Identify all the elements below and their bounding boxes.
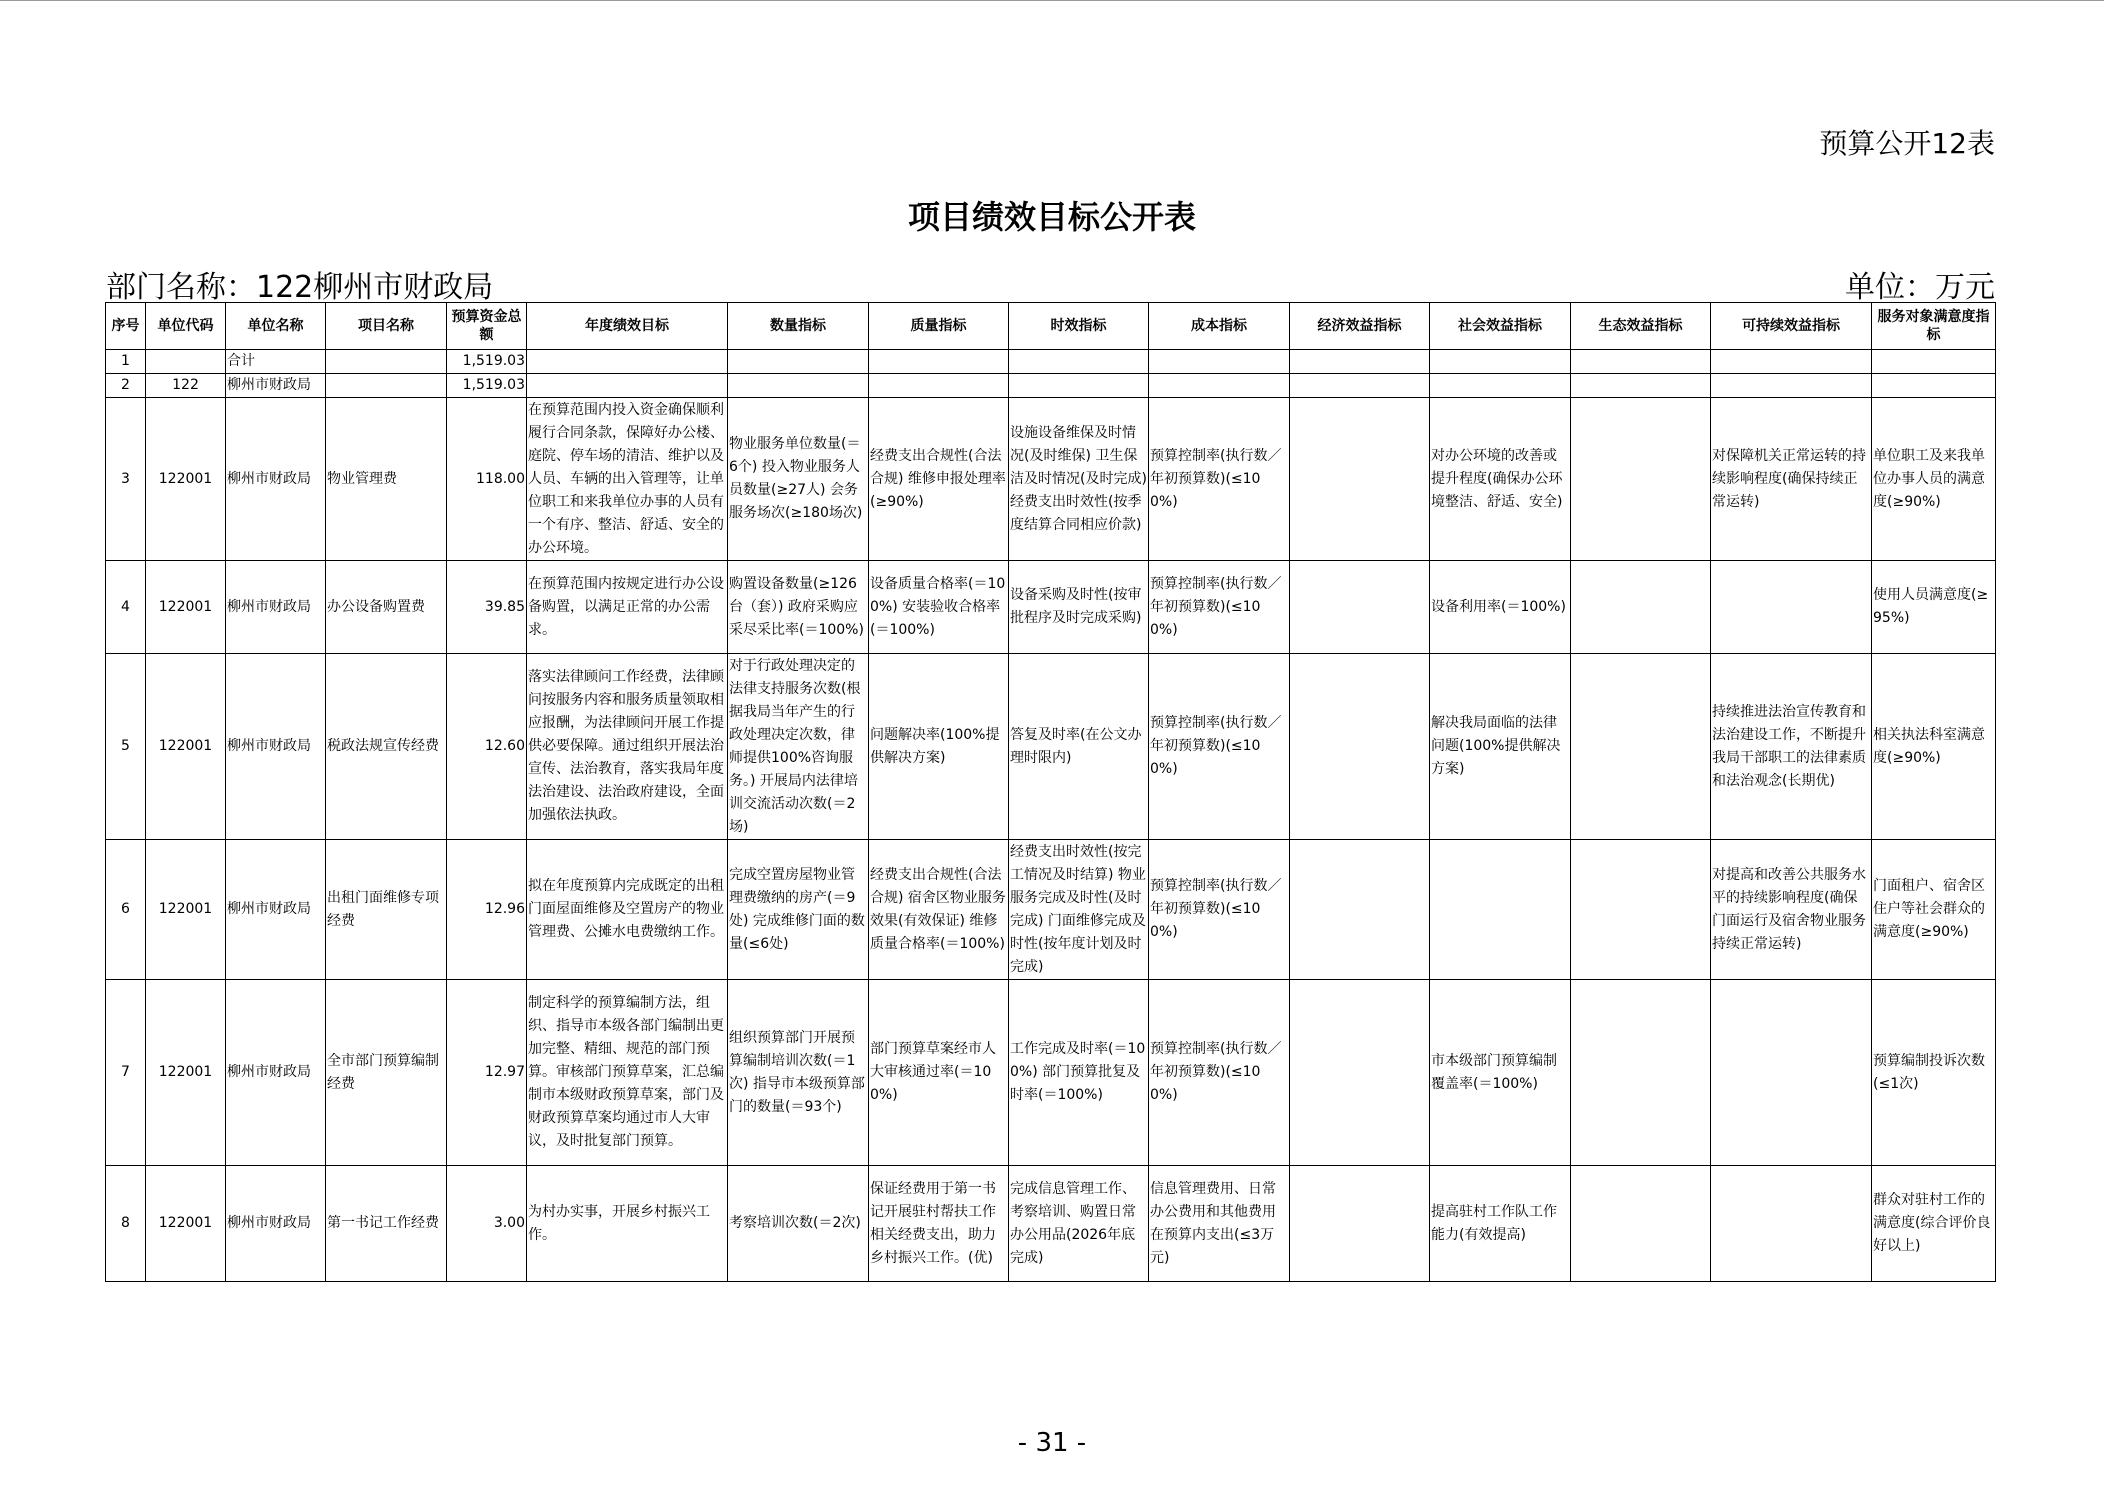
column-header: 成本指标 <box>1149 303 1290 350</box>
ecological-cell <box>1571 980 1711 1166</box>
satisfaction-cell: 单位职工及来我单位办事人员的满意度(≥90%) <box>1872 398 1996 561</box>
column-header: 质量指标 <box>869 303 1009 350</box>
quality-cell: 保证经费用于第一书记开展驻村帮扶工作相关经费支出，助力乡村振兴工作。(优) <box>869 1166 1009 1282</box>
project-name-cell: 第一书记工作经费 <box>326 1166 447 1282</box>
quantity-cell: 对于行政处理决定的法律支持服务次数(根据我局当年产生的行政处理决定次数，律师提供100%咨询服务。) 开展局内法律培训交流活动次数(＝2场) <box>728 654 869 840</box>
timeliness-cell: 答复及时率(在公文办理时限内) <box>1009 654 1149 840</box>
annual-goal-cell: 落实法律顾问工作经费，法律顾问按服务内容和服务质量领取相应报酬，为法律顾问开展工作提供必要保障。通过组织开展法治宣传、法治教育，落实我局年度法治建设、法治政府建设，全面加强依法执政。 <box>527 654 728 840</box>
column-header: 预算资金总额 <box>447 303 527 350</box>
satisfaction-cell <box>1872 350 1996 374</box>
cost-cell: 预算控制率(执行数／年初预算数)(≤100%) <box>1149 654 1290 840</box>
sustainable-cell <box>1711 350 1872 374</box>
sustainable-cell <box>1711 561 1872 654</box>
column-header: 单位名称 <box>226 303 326 350</box>
column-header: 服务对象满意度指标 <box>1872 303 1996 350</box>
table-row <box>106 561 1996 654</box>
unit-name-cell: 合计 <box>226 350 326 374</box>
unit-label: 单位：万元 <box>1845 270 1995 305</box>
satisfaction-cell: 相关执法科室满意度(≥90%) <box>1872 654 1996 840</box>
economic-cell <box>1290 374 1430 398</box>
project-name-cell: 全市部门预算编制经费 <box>326 980 447 1166</box>
unit-code-cell: 122001 <box>146 980 226 1166</box>
budget-cell: 12.97 <box>447 980 527 1166</box>
economic-cell <box>1290 840 1430 980</box>
project-name-cell: 出租门面维修专项经费 <box>326 840 447 980</box>
annual-goal-cell: 拟在年度预算内完成既定的出租门面屋面维修及空置房产的物业管理费、公摊水电费缴纳工作。 <box>527 840 728 980</box>
unit-code-cell: 122001 <box>146 1166 226 1282</box>
unit-name-cell: 柳州市财政局 <box>226 654 326 840</box>
table-row <box>106 374 1996 398</box>
sustainable-cell: 对保障机关正常运转的持续影响程度(确保持续正常运转) <box>1711 398 1872 561</box>
unit-name-cell: 柳州市财政局 <box>226 561 326 654</box>
unit-name-cell: 柳州市财政局 <box>226 1166 326 1282</box>
social-cell <box>1430 374 1571 398</box>
table-row <box>106 350 1996 374</box>
unit-name-cell: 柳州市财政局 <box>226 398 326 561</box>
quality-cell: 设备质量合格率(＝100%) 安装验收合格率(＝100%) <box>869 561 1009 654</box>
ecological-cell <box>1571 350 1711 374</box>
column-header: 经济效益指标 <box>1290 303 1430 350</box>
annual-goal-cell: 在预算范围内投入资金确保顺利履行合同条款，保障好办公楼、庭院、停车场的清洁、维护以及人员、车辆的出入管理等，让单位职工和来我单位办事的人员有一个有序、整洁、舒适、安全的办公环境。 <box>527 398 728 561</box>
project-name-cell <box>326 374 447 398</box>
social-cell: 提高驻村工作队工作能力(有效提高) <box>1430 1166 1571 1282</box>
column-header: 数量指标 <box>728 303 869 350</box>
cost-cell: 预算控制率(执行数／年初预算数)(≤100%) <box>1149 980 1290 1166</box>
social-cell <box>1430 350 1571 374</box>
column-header: 年度绩效目标 <box>527 303 728 350</box>
ecological-cell <box>1571 398 1711 561</box>
annual-goal-cell <box>527 350 728 374</box>
page-number: - 31 - <box>1017 1428 1087 1458</box>
quantity-cell: 考察培训次数(＝2次) <box>728 1166 869 1282</box>
satisfaction-cell <box>1872 374 1996 398</box>
economic-cell <box>1290 398 1430 561</box>
column-header: 项目名称 <box>326 303 447 350</box>
quantity-cell: 完成空置房屋物业管理费缴纳的房产(＝9处) 完成维修门面的数量(≤6处) <box>728 840 869 980</box>
unit-code-cell <box>146 350 226 374</box>
timeliness-cell: 工作完成及时率(＝100%) 部门预算批复及时率(＝100%) <box>1009 980 1149 1166</box>
economic-cell <box>1290 654 1430 840</box>
economic-cell <box>1290 561 1430 654</box>
unit-code-cell: 122001 <box>146 561 226 654</box>
economic-cell <box>1290 350 1430 374</box>
timeliness-cell: 设备采购及时性(按审批程序及时完成采购) <box>1009 561 1149 654</box>
quality-cell <box>869 374 1009 398</box>
social-cell: 设备利用率(＝100%) <box>1430 561 1571 654</box>
social-cell: 对办公环境的改善或提升程度(确保办公环境整洁、舒适、安全) <box>1430 398 1571 561</box>
ecological-cell <box>1571 374 1711 398</box>
page-top-rule <box>0 0 2104 1</box>
sustainable-cell <box>1711 1166 1872 1282</box>
performance-table <box>105 302 1996 1282</box>
cost-cell: 信息管理费用、日常办公费用和其他费用在预算内支出(≤3万元) <box>1149 1166 1290 1282</box>
timeliness-cell: 经费支出时效性(按完工情况及时结算) 物业服务完成及时性(及时完成) 门面维修完成及时性(按年度计划及时完成) <box>1009 840 1149 980</box>
cost-cell: 预算控制率(执行数／年初预算数)(≤100%) <box>1149 398 1290 561</box>
seq-cell: 5 <box>106 654 146 840</box>
satisfaction-cell: 预算编制投诉次数(≤1次) <box>1872 980 1996 1166</box>
annual-goal-cell: 为村办实事，开展乡村振兴工作。 <box>527 1166 728 1282</box>
column-header: 可持续效益指标 <box>1711 303 1872 350</box>
budget-cell: 3.00 <box>447 1166 527 1282</box>
seq-cell: 1 <box>106 350 146 374</box>
budget-cell: 39.85 <box>447 561 527 654</box>
timeliness-cell: 完成信息管理工作、考察培训、购置日常办公用品(2026年底完成) <box>1009 1166 1149 1282</box>
quantity-cell <box>728 350 869 374</box>
ecological-cell <box>1571 1166 1711 1282</box>
unit-code-cell: 122 <box>146 374 226 398</box>
ecological-cell <box>1571 561 1711 654</box>
cost-cell: 预算控制率(执行数／年初预算数)(≤100%) <box>1149 840 1290 980</box>
seq-cell: 2 <box>106 374 146 398</box>
sustainable-cell <box>1711 374 1872 398</box>
project-name-cell: 物业管理费 <box>326 398 447 561</box>
quality-cell: 问题解决率(100%提供解决方案) <box>869 654 1009 840</box>
social-cell: 解决我局面临的法律问题(100%提供解决方案) <box>1430 654 1571 840</box>
ecological-cell <box>1571 654 1711 840</box>
sustainable-cell: 对提高和改善公共服务水平的持续影响程度(确保门面运行及宿舍物业服务持续正常运转) <box>1711 840 1872 980</box>
annual-goal-cell: 在预算范围内按规定进行办公设备购置，以满足正常的办公需求。 <box>527 561 728 654</box>
table-body <box>106 350 1996 1282</box>
satisfaction-cell: 门面租户、宿舍区住户等社会群众的满意度(≥90%) <box>1872 840 1996 980</box>
sustainable-cell: 持续推进法治宣传教育和法治建设工作，不断提升我局干部职工的法律素质和法治观念(长期优) <box>1711 654 1872 840</box>
seq-cell: 4 <box>106 561 146 654</box>
unit-name-cell: 柳州市财政局 <box>226 374 326 398</box>
timeliness-cell: 设施设备维保及时情况(及时维保) 卫生保洁及时情况(及时完成) 经费支出时效性(按季度结算合同相应价款) <box>1009 398 1149 561</box>
table-row <box>106 1166 1996 1282</box>
quantity-cell <box>728 374 869 398</box>
unit-code-cell: 122001 <box>146 840 226 980</box>
budget-cell: 1,519.03 <box>447 350 527 374</box>
seq-cell: 7 <box>106 980 146 1166</box>
annual-goal-cell: 制定科学的预算编制方法，组织、指导市本级各部门编制出更加完整、精细、规范的部门预算。审核部门预算草案，汇总编制市本级财政预算草案，部门及财政预算草案均通过市人大审议，及时批复部门预算。 <box>527 980 728 1166</box>
sustainable-cell <box>1711 980 1872 1166</box>
unit-name-cell: 柳州市财政局 <box>226 980 326 1166</box>
table-row <box>106 840 1996 980</box>
project-name-cell: 办公设备购置费 <box>326 561 447 654</box>
cost-cell <box>1149 350 1290 374</box>
quality-cell: 经费支出合规性(合法合规) 宿舍区物业服务效果(有效保证) 维修质量合格率(＝100%) <box>869 840 1009 980</box>
social-cell <box>1430 840 1571 980</box>
budget-cell: 1,519.03 <box>447 374 527 398</box>
column-header: 单位代码 <box>146 303 226 350</box>
column-header: 时效指标 <box>1009 303 1149 350</box>
cost-cell: 预算控制率(执行数／年初预算数)(≤100%) <box>1149 561 1290 654</box>
seq-cell: 8 <box>106 1166 146 1282</box>
quantity-cell: 购置设备数量(≥126台（套）) 政府采购应采尽采比率(＝100%) <box>728 561 869 654</box>
annual-goal-cell <box>527 374 728 398</box>
department-name: 部门名称：122柳州市财政局 <box>106 270 494 305</box>
quantity-cell: 组织预算部门开展预算编制培训次数(＝1次) 指导市本级预算部门的数量(＝93个) <box>728 980 869 1166</box>
header-row <box>106 303 1996 350</box>
quality-cell <box>869 350 1009 374</box>
social-cell: 市本级部门预算编制覆盖率(＝100%) <box>1430 980 1571 1166</box>
quantity-cell: 物业服务单位数量(＝6个) 投入物业服务人员数量(≥27人) 会务服务场次(≥180场次) <box>728 398 869 561</box>
budget-cell: 12.60 <box>447 654 527 840</box>
unit-code-cell: 122001 <box>146 398 226 561</box>
quality-cell: 经费支出合规性(合法合规) 维修申报处理率(≥90%) <box>869 398 1009 561</box>
project-name-cell: 税政法规宣传经费 <box>326 654 447 840</box>
budget-cell: 118.00 <box>447 398 527 561</box>
table-number: 预算公开12表 <box>1819 127 1995 160</box>
column-header: 生态效益指标 <box>1571 303 1711 350</box>
page-title: 项目绩效目标公开表 <box>907 198 1196 236</box>
column-header: 社会效益指标 <box>1430 303 1571 350</box>
unit-name-cell: 柳州市财政局 <box>226 840 326 980</box>
budget-cell: 12.96 <box>447 840 527 980</box>
seq-cell: 3 <box>106 398 146 561</box>
table-row <box>106 980 1996 1166</box>
economic-cell <box>1290 980 1430 1166</box>
economic-cell <box>1290 1166 1430 1282</box>
ecological-cell <box>1571 840 1711 980</box>
table-row <box>106 654 1996 840</box>
cost-cell <box>1149 374 1290 398</box>
timeliness-cell <box>1009 374 1149 398</box>
seq-cell: 6 <box>106 840 146 980</box>
unit-code-cell: 122001 <box>146 654 226 840</box>
satisfaction-cell: 群众对驻村工作的满意度(综合评价良好以上) <box>1872 1166 1996 1282</box>
column-header: 序号 <box>106 303 146 350</box>
timeliness-cell <box>1009 350 1149 374</box>
project-name-cell <box>326 350 447 374</box>
satisfaction-cell: 使用人员满意度(≥95%) <box>1872 561 1996 654</box>
quality-cell: 部门预算草案经市人大审核通过率(＝100%) <box>869 980 1009 1166</box>
table-row <box>106 398 1996 561</box>
